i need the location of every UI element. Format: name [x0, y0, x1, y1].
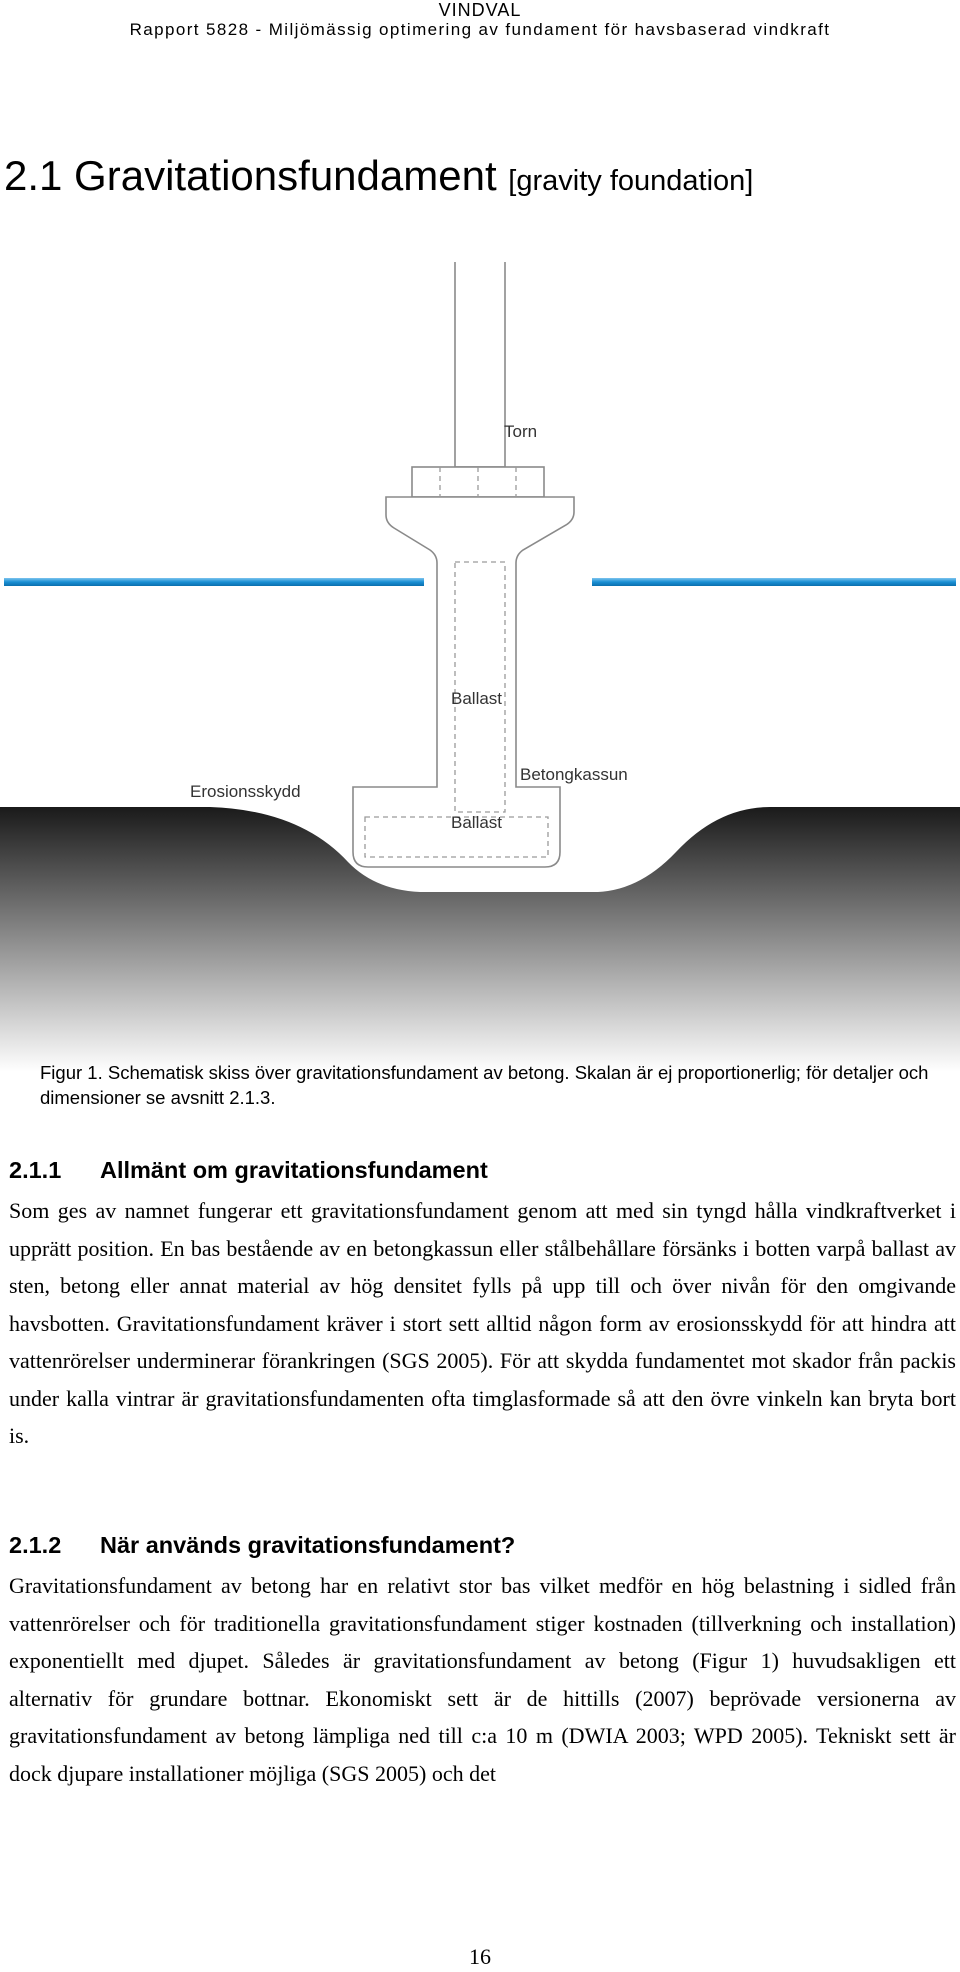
running-header-report: Rapport 5828 - Miljömässig optimering av fundament för havsbaserad vindkraft [129, 20, 831, 39]
label-concrete-caisson: Betongkassun [520, 765, 628, 784]
subsection-title: Allmänt om gravitationsfundament [100, 1157, 488, 1183]
paragraph-2-1-2: Gravitationsfundament av betong har en relativt stor bas vilket medför en hög belastning i sidled från vattenrörelser och för traditionella gravitationsfundament stiger kostnaden (tillverkning och installation) exponentiellt med djupet. Således är gravitationsfundament av betong (Figur 1) huvudsakligen ett alternativ för grundare bottnar. Ekonomiskt sett är de hittills (2007) beprövade versionerna av gravitationsfundament av betong lämpliga ned till c:a 10 m (DWIA 2003; WPD 2005). Tekniskt sett är dock djupare installationer möjliga (SGS 2005) och det [9, 1573, 956, 1786]
paragraph-2-1-1: Som ges av namnet fungerar ett gravitationsfundament genom att med sin tyngd hålla vindkraftverket i upprätt position. En bas bestående av en betongkassun eller stålbehållare försänks i botten varpå ballast av sten, betong eller annat material av hög densitet fylls på upp till och över nivån för den omgivande havsbotten. Gravitationsfundament kräver i stort sett alltid någon form av erosionsskydd för att hindra att vattenrörelser underminerar förankringen (SGS 2005). För att skydda fundamentet mot skador från packis under kalla vintrar är gravitationsfundamenten ofta timglasformade så att den övre vinkeln kan bryta bort is. [9, 1198, 956, 1448]
subsection-number: 2.1.2 [9, 1532, 62, 1558]
section-title [4, 152, 753, 200]
water-surface-right [592, 578, 956, 586]
section-title-sv: 2.1 Gravitationsfundament [4, 152, 497, 199]
label-erosion-protection: Erosionsskydd [190, 782, 301, 801]
foundation-diagram [0, 262, 960, 1072]
subsection-title: När används gravitationsfundament? [100, 1532, 516, 1558]
label-ballast-upper: Ballast [451, 689, 503, 708]
page-number: 16 [469, 1944, 491, 1969]
label-tower: Torn [504, 422, 538, 441]
subsection-heading-2-1-1 [9, 1157, 488, 1184]
figure-gravity-foundation [0, 262, 960, 1072]
concrete-caisson [353, 497, 574, 867]
water-surface-left [4, 578, 424, 586]
figure-caption: Figur 1. Schematisk skiss över gravitationsfundament av betong. Skalan är ej proportionerlig; för detaljer och dimensioner se avsnitt 2.1.3. [40, 1062, 929, 1108]
subsection-heading-2-1-2 [9, 1532, 515, 1559]
tower [455, 262, 505, 467]
section-title-en: [gravity foundation] [508, 165, 754, 197]
subsection-number: 2.1.1 [9, 1157, 62, 1183]
running-header-org: VINDVAL [438, 0, 522, 20]
label-ballast-lower: Ballast [451, 813, 503, 832]
